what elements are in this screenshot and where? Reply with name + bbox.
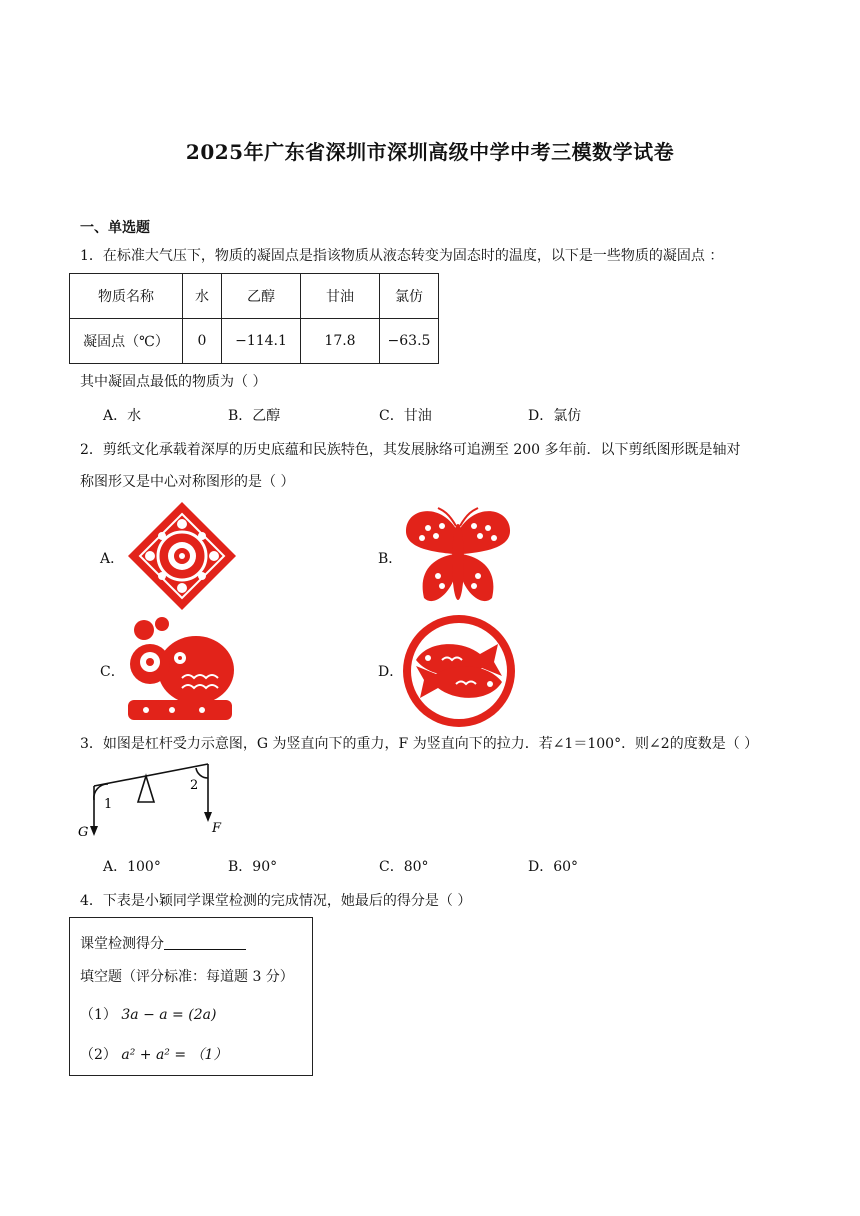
q4-stem: 4．下表是小颖同学课堂检测的完成情况，她最后的得分是（ ） <box>80 893 472 909</box>
q2-option-c-label[interactable]: C． <box>100 664 125 680</box>
item-1-expression: 3a − a = (2a) <box>121 1007 217 1023</box>
scoring-rule: 填空题（评分标准：每道题 3 分） <box>80 969 294 985</box>
table-header-cell: 氯仿 <box>380 274 439 319</box>
table-header-cell: 甘油 <box>301 274 380 319</box>
score-line <box>80 933 246 953</box>
section-heading: 一、单选题 <box>80 220 150 236</box>
item-2 <box>80 1044 227 1064</box>
q3-option-a[interactable]: A．100° <box>103 859 161 875</box>
q2-stem-line2: 称图形又是中心对称图形的是（ ） <box>80 474 295 490</box>
q1-option-c[interactable]: C．甘油 <box>379 408 432 424</box>
table-cell: 0 <box>183 319 222 364</box>
q2-option-d-label[interactable]: D． <box>378 664 404 680</box>
q3-option-d[interactable]: D．60° <box>528 859 579 875</box>
table-header-cell: 物质名称 <box>70 274 183 319</box>
table-cell: −114.1 <box>222 319 301 364</box>
force-f-label: F <box>212 821 222 836</box>
item-2-number: （2） <box>80 1047 117 1063</box>
q3-stem: 3．如图是杠杆受力示意图，G 为竖直向下的重力，F 为竖直向下的拉力．若∠1＝100°．则∠2的度数是（ ） <box>80 736 759 752</box>
page-title: 2025年广东省深圳市深圳高级中学中考三模数学试卷 <box>185 140 675 164</box>
q3-option-c[interactable]: C．80° <box>379 859 429 875</box>
score-sheet-box <box>69 917 313 1076</box>
q1-option-d[interactable]: D．氯仿 <box>528 408 582 424</box>
papercut-twin-fish-circle-image[interactable] <box>402 614 516 728</box>
table-row-label: 凝固点（℃） <box>70 319 183 364</box>
table-cell: 17.8 <box>301 319 380 364</box>
table-row <box>70 274 439 319</box>
angle-1-label: 1 <box>104 797 113 812</box>
item-1-number: （1） <box>80 1007 117 1023</box>
table-row <box>70 319 439 364</box>
table-header-cell: 乙醇 <box>222 274 301 319</box>
table-header-cell: 水 <box>183 274 222 319</box>
angle-2-label: 2 <box>190 778 199 793</box>
table-cell: −63.5 <box>380 319 439 364</box>
q2-option-b-label[interactable]: B． <box>378 551 403 567</box>
q2-stem-line1: 2．剪纸文化承载着深厚的历史底蕴和民族特色，其发展脉络可追溯至 200 多年前．以下剪纸图形既是轴对 <box>80 442 741 458</box>
q3-option-b[interactable]: B．90° <box>228 859 278 875</box>
q1-option-b[interactable]: B．乙醇 <box>228 408 281 424</box>
q1-question: 其中凝固点最低的物质为（ ） <box>80 374 267 390</box>
papercut-flower-diamond-image[interactable] <box>126 500 238 612</box>
lever-force-diagram <box>78 756 228 842</box>
q1-option-a[interactable]: A．水 <box>103 408 142 424</box>
force-g-label: G <box>78 825 89 840</box>
score-blank[interactable] <box>164 935 246 950</box>
q1-stem: 1．在标准大气压下，物质的凝固点是指该物质从液态转变为固态时的温度，以下是一些物质的凝固点 ： <box>80 248 724 264</box>
freezing-point-table <box>69 273 439 364</box>
papercut-butterfly-image[interactable] <box>402 502 514 610</box>
score-label: 课堂检测得分 <box>80 936 164 952</box>
item-1 <box>80 1004 216 1024</box>
papercut-fish-and-child-image[interactable] <box>122 614 238 722</box>
item-2-expression: a² + a² = （1） <box>121 1047 228 1063</box>
q2-option-a-label[interactable]: A． <box>100 551 125 567</box>
